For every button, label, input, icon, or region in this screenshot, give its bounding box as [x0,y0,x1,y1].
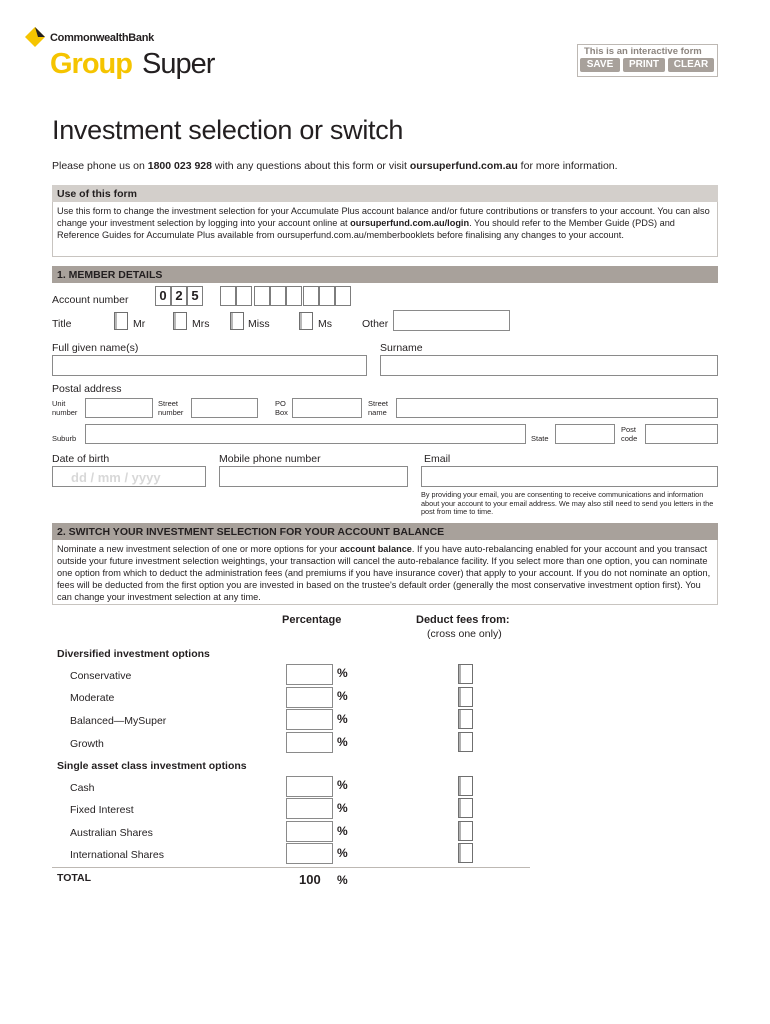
account-digit-7[interactable] [270,286,286,306]
account-digit-1[interactable]: 0 [155,286,171,306]
dob-input[interactable] [52,466,206,487]
dob-label: Date of birth [52,453,110,465]
account-digit-11[interactable] [335,286,351,306]
percent-input-moderate[interactable] [286,687,333,708]
percent-sign: % [337,712,348,726]
email-note: By providing your email, you are consenting to receive communications and information about your account to your email address. We may also still need to send you letters in the post from time to time. [421,490,714,517]
state-input[interactable] [555,424,615,444]
street-number-input[interactable] [191,398,258,418]
percent-input-cash[interactable] [286,776,333,797]
percent-sign: % [337,846,348,860]
option-label-balanced: Balanced—MySuper [70,715,167,727]
surname-input[interactable] [380,355,718,376]
title-ms-label: Ms [318,318,332,330]
intro-site-link[interactable]: oursuperfund.com.au [409,160,518,172]
street-name-line1: Street [368,399,389,408]
unit-number-input[interactable] [85,398,153,418]
single-asset-group-heading: Single asset class investment options [57,760,247,772]
postcode-label [621,425,637,443]
account-digit-10[interactable] [319,286,335,306]
po-box-input[interactable] [292,398,362,418]
title-mr-checkbox[interactable] [114,312,128,330]
percent-input-fixed-interest[interactable] [286,798,333,819]
option-label-cash: Cash [70,782,95,794]
option-label-conservative: Conservative [70,670,132,682]
logo [24,26,244,82]
use-text-a: Use this form to change the investment selection for your Accumulate Plus account balance and/or future contributions or transfers to your account. You can also change your investment selection by logging into your account online at [57,206,710,228]
brand-super-text: Super [142,48,215,80]
postcode-line1: Post [621,425,637,434]
email-label: Email [424,453,451,465]
deduct-checkbox-moderate[interactable] [458,687,473,707]
state-label: State [531,434,549,443]
percent-input-growth[interactable] [286,732,333,753]
use-of-form-text [52,202,718,257]
deduct-checkbox-international-shares[interactable] [458,843,473,863]
percent-sign: % [337,801,348,815]
street-number-label [158,399,183,417]
account-digit-6[interactable] [254,286,270,306]
deduct-checkbox-fixed-interest[interactable] [458,798,473,818]
total-divider [52,867,530,868]
interactive-notice: This is an interactive form [584,46,702,57]
mobile-input[interactable] [219,466,408,487]
option-label-moderate: Moderate [70,692,115,704]
unit-label-line2: number [52,408,78,417]
account-number-label: Account number [52,294,129,306]
option-label-growth: Growth [70,738,104,750]
login-link[interactable]: oursuperfund.com.au/login [350,218,470,228]
unit-number-label [52,399,77,417]
use-text-b: . You should refer to the Member Guide (PDS) and Reference Guides for Accumulate Plus available from oursuperfund.com.au/memberbooklets before finalising any changes to your account. [57,218,675,240]
suburb-label: Suburb [52,434,77,443]
clear-button[interactable]: CLEAR [668,58,714,72]
suburb-input[interactable] [85,424,526,444]
diamond-logo-icon [24,26,46,48]
street-number-line2: number [158,408,184,417]
street-name-label [368,399,388,417]
percent-sign: % [337,689,348,703]
intro-line [52,160,618,172]
title-label: Title [52,318,72,330]
account-digit-5[interactable] [236,286,252,306]
switch-text [52,540,718,605]
print-button[interactable]: PRINT [623,58,665,72]
member-details-heading: 1. MEMBER DETAILS [52,266,718,283]
unit-label-line1: Unit [52,399,66,408]
percent-sign: % [337,666,348,680]
title-other-input[interactable] [393,310,510,331]
total-label: TOTAL [57,872,92,884]
switch-text-b: . If you have auto-rebalancing enabled for your account and you transact outside your future investment selection weightings, your transaction will cancel the auto-rebalance facility. If you select more than one option, you can nominate one option from which to deduct the administration fees (and premiums if you have insurance cover) that apply to your account. If you do not nominate an option, fees will be deducted from the first option you are invested in based on the trustee's default order (generally the most conservative investment option first). You can change your investment selection at any time. [57,544,711,602]
brand-group-text: Group [50,48,132,80]
percent-input-balanced[interactable] [286,709,333,730]
percent-sign: % [337,824,348,838]
title-miss-label: Miss [248,318,270,330]
intro-suffix: for more information. [517,160,618,172]
diversified-group-heading: Diversified investment options [57,648,210,660]
option-label-australian-shares: Australian Shares [70,827,153,839]
deduct-checkbox-australian-shares[interactable] [458,821,473,841]
mobile-label: Mobile phone number [219,453,321,465]
intro-phone: 1800 023 928 [147,160,212,172]
title-miss-checkbox[interactable] [230,312,244,330]
option-label-international-shares: International Shares [70,849,164,861]
save-button[interactable]: SAVE [580,58,620,72]
deduct-fees-header: Deduct fees from: [416,614,510,626]
percent-input-conservative[interactable] [286,664,333,685]
percent-input-international-shares[interactable] [286,843,333,864]
po-line2: Box [275,408,288,417]
po-line1: PO [275,399,286,408]
intro-middle: with any questions about this form or visit [211,160,410,172]
account-digit-8[interactable] [286,286,302,306]
total-value: 100 [299,872,321,887]
deduct-checkbox-cash[interactable] [458,776,473,796]
brand-top-text: CommonwealthBank [50,32,154,44]
postcode-line2: code [621,434,638,443]
switch-text-a: Nominate a new investment selection of one or more options for your [57,544,340,554]
account-digit-3[interactable]: 5 [187,286,203,306]
total-percent-sign: % [337,873,348,887]
switch-text-bold: account balance [339,544,412,554]
street-number-line1: Street [158,399,179,408]
intro-prefix: Please phone us on [52,160,148,172]
street-name-line2: name [368,408,387,417]
percent-input-australian-shares[interactable] [286,821,333,842]
account-digit-4[interactable] [220,286,236,306]
title-ms-checkbox[interactable] [299,312,313,330]
percent-sign: % [337,778,348,792]
postal-address-label: Postal address [52,383,122,395]
title-mr-label: Mr [133,318,146,330]
switch-heading: 2. SWITCH YOUR INVESTMENT SELECTION FOR YOUR ACCOUNT BALANCE [52,523,718,540]
title-mrs-checkbox[interactable] [173,312,187,330]
postcode-input[interactable] [645,424,718,444]
email-input[interactable] [421,466,718,487]
account-digit-2[interactable]: 2 [171,286,187,306]
dob-placeholder: dd / mm / yyyy [71,470,161,485]
deduct-checkbox-growth[interactable] [458,732,473,752]
title-other-label: Other [362,318,389,330]
page-title: Investment selection or switch [52,115,404,145]
surname-label: Surname [380,342,423,354]
po-box-label [275,399,288,417]
use-of-form-heading: Use of this form [52,185,718,202]
street-name-input[interactable] [396,398,718,418]
deduct-fees-subheader: (cross one only) [427,628,502,640]
deduct-checkbox-conservative[interactable] [458,664,473,684]
account-digit-9[interactable] [303,286,319,306]
given-names-label: Full given name(s) [52,342,139,354]
option-label-fixed-interest: Fixed Interest [70,804,134,816]
given-names-input[interactable] [52,355,367,376]
percentage-column-header: Percentage [282,614,342,626]
title-mrs-label: Mrs [192,318,210,330]
deduct-checkbox-balanced[interactable] [458,709,473,729]
percent-sign: % [337,735,348,749]
